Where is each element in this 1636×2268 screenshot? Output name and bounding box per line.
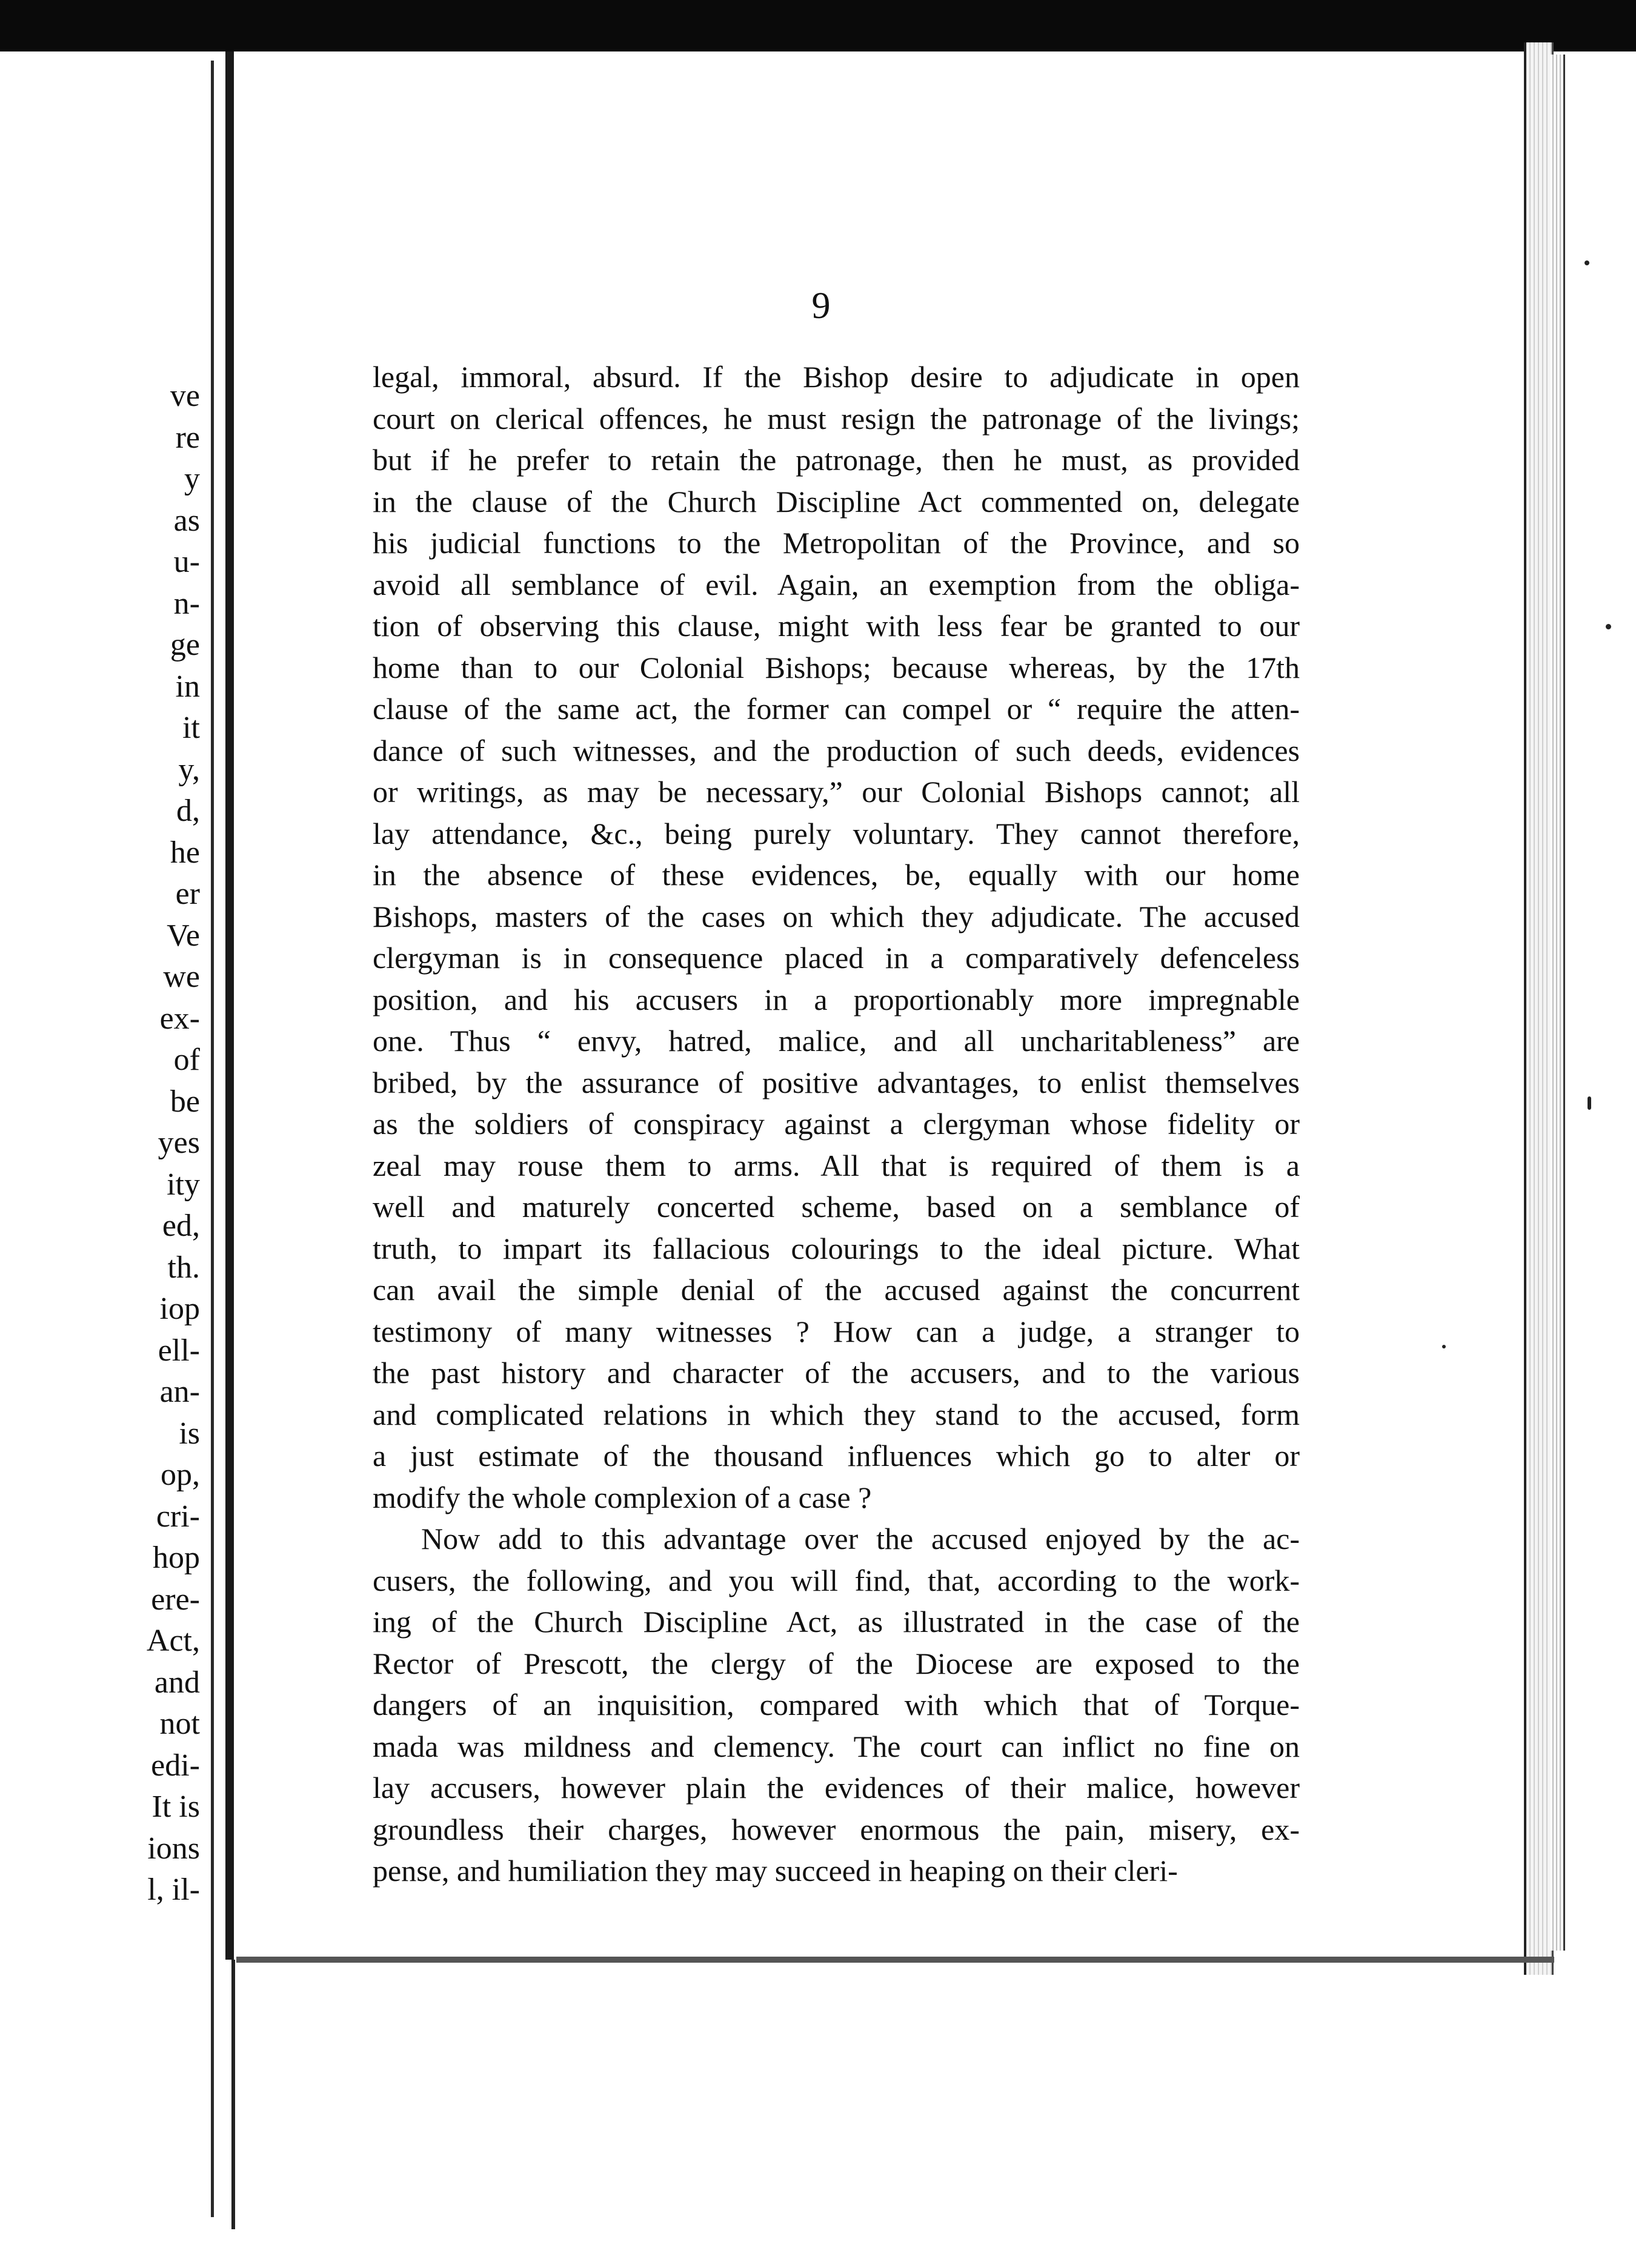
- text-line: zeal may rouse them to arms. All that is required of them is a: [373, 1148, 1300, 1182]
- text-line: bribed, by the assurance of positive advantages, to enlist themselves: [373, 1065, 1300, 1099]
- text-line: mada was mildness and clemency. The court can inflict no fine on: [373, 1729, 1300, 1763]
- text-line: truth, to impart its fallacious colourings to the ideal picture. What: [373, 1231, 1300, 1265]
- page-stack-edge-inner: [1550, 55, 1565, 1951]
- left-page-fragment: ell-: [158, 1333, 200, 1368]
- text-line: as the soldiers of conspiracy against a clergyman whose fidelity or: [373, 1107, 1300, 1141]
- text-line: in the absence of these evidences, be, equally with our home: [373, 858, 1300, 892]
- text-line: Now add to this advantage over the accused enjoyed by the ac-: [421, 1522, 1300, 1556]
- left-page-fragment: not: [159, 1706, 200, 1741]
- text-line: or writings, as may be necessary,” our Colonial Bishops cannot; all: [373, 775, 1300, 809]
- left-page-fragment: and: [154, 1665, 200, 1700]
- main-text-block: [373, 356, 1300, 1892]
- left-page-fragment: be: [170, 1084, 200, 1119]
- binding-gutter: [225, 51, 234, 1960]
- left-page-fragment: th.: [167, 1250, 200, 1285]
- left-page-fragment: y: [184, 462, 200, 496]
- left-page-fragment: we: [163, 960, 200, 994]
- left-page-fragment: edi-: [151, 1748, 200, 1783]
- text-line: Rector of Prescott, the clergy of the Diocese are exposed to the: [373, 1646, 1300, 1680]
- text-line: his judicial functions to the Metropolitan of the Province, and so: [373, 526, 1300, 560]
- left-page-fragment: ge: [170, 628, 200, 662]
- left-page-fragment: ere-: [151, 1582, 200, 1617]
- left-page-fragment: of: [173, 1043, 200, 1077]
- text-line: testimony of many witnesses ? How can a judge, a stranger to: [373, 1314, 1300, 1348]
- left-page-fragment: in: [175, 669, 200, 704]
- text-line: court on clerical offences, he must resign the patronage of the livings;: [373, 401, 1300, 436]
- text-line: well and maturely concerted scheme, based on a semblance of: [373, 1190, 1300, 1224]
- left-page-fragment: Act,: [146, 1623, 200, 1658]
- page-divider-line: [211, 61, 214, 2217]
- left-page-fragment: n-: [173, 586, 200, 621]
- left-page-fragment: hop: [153, 1540, 200, 1575]
- left-page-fragment: iop: [159, 1292, 200, 1326]
- text-line: Bishops, masters of the cases on which they adjudicate. The accused: [373, 899, 1300, 933]
- text-line: pense, and humiliation they may succeed in heaping on their cleri-: [373, 1854, 1178, 1888]
- text-line: lay attendance, &c., being purely voluntary. They cannot therefore,: [373, 816, 1300, 850]
- text-line: lay accusers, however plain the evidences of their malice, however: [373, 1771, 1300, 1805]
- text-line: legal, immoral, absurd. If the Bishop desire to adjudicate in open: [373, 360, 1300, 394]
- scan-speck: [1588, 1096, 1591, 1110]
- left-page-fragment: re: [175, 420, 200, 455]
- text-line: one. Thus “ envy, hatred, malice, and all uncharitableness” are: [373, 1024, 1300, 1058]
- left-page-fragment: is: [179, 1416, 200, 1451]
- text-line: clergyman is in consequence placed in a comparatively defenceless: [373, 941, 1300, 975]
- scan-speck: [1584, 260, 1589, 265]
- text-line: groundless their charges, however enormous the pain, misery, ex-: [373, 1812, 1300, 1846]
- scanner-top-border: [0, 0, 1636, 51]
- text-line: avoid all semblance of evil. Again, an exemption from the obliga-: [373, 567, 1300, 602]
- text-line: ing of the Church Discipline Act, as illustrated in the case of the: [373, 1605, 1300, 1639]
- text-line: dangers of an inquisition, compared with which that of Torque-: [373, 1688, 1300, 1722]
- left-page-fragment: yes: [158, 1126, 200, 1160]
- binding-gutter-lower: [231, 1960, 235, 2229]
- left-page-fragment: Ve: [167, 918, 200, 953]
- left-page-fragment: ions: [147, 1831, 200, 1866]
- left-page-fragment: he: [170, 835, 200, 870]
- left-page-fragment: it: [182, 711, 200, 745]
- left-page-fragment: an-: [159, 1374, 200, 1409]
- left-page-fragment: It is: [151, 1789, 200, 1824]
- text-line: position, and his accusers in a proportionably more impregnable: [373, 982, 1300, 1016]
- page-bottom-margin: [0, 2229, 1636, 2268]
- scan-speck: [1606, 624, 1611, 629]
- text-line: a just estimate of the thousand influences which go to alter or: [373, 1439, 1300, 1473]
- page-bottom-shadow: [236, 1957, 1554, 1963]
- text-line: home than to our Colonial Bishops; because whereas, by the 17th: [373, 650, 1300, 685]
- left-page-fragment: u-: [173, 545, 200, 579]
- page-stack-edge: [1524, 42, 1554, 1975]
- text-line: the past history and character of the accusers, and to the various: [373, 1356, 1300, 1390]
- text-line: modify the whole complexion of a case ?: [373, 1480, 872, 1514]
- left-page-fragment: l, il-: [147, 1872, 200, 1907]
- left-page-fragment: as: [173, 503, 200, 538]
- text-line: dance of such witnesses, and the production of such deeds, evidences: [373, 733, 1300, 768]
- left-page-fragment: cri-: [156, 1499, 200, 1534]
- text-line: can avail the simple denial of the accused against the concurrent: [373, 1273, 1300, 1307]
- text-line: clause of the same act, the former can compel or “ require the atten-: [373, 692, 1300, 726]
- left-page-fragment: op,: [161, 1457, 200, 1492]
- left-page-fragment: y,: [178, 752, 200, 787]
- left-page-fragment: d,: [176, 794, 200, 828]
- text-line: tion of observing this clause, might with less fear be granted to our: [373, 609, 1300, 643]
- left-page-fragment: ve: [170, 379, 200, 413]
- text-line: and complicated relations in which they stand to the accused, form: [373, 1397, 1300, 1431]
- left-page-fragment: ity: [167, 1167, 200, 1202]
- left-page-fragment: ed,: [162, 1209, 200, 1243]
- page-number: 9: [811, 285, 831, 327]
- text-line: cusers, the following, and you will find, that, according to the work-: [373, 1563, 1300, 1597]
- text-line: in the clause of the Church Discipline Act commented on, delegate: [373, 484, 1300, 519]
- text-line: but if he prefer to retain the patronage, then he must, as provided: [373, 443, 1300, 477]
- left-page-fragment: ex-: [159, 1001, 200, 1036]
- scan-speck: [1442, 1345, 1446, 1348]
- left-page-text-fragments: [0, 376, 200, 1911]
- left-page-fragment: er: [175, 877, 200, 911]
